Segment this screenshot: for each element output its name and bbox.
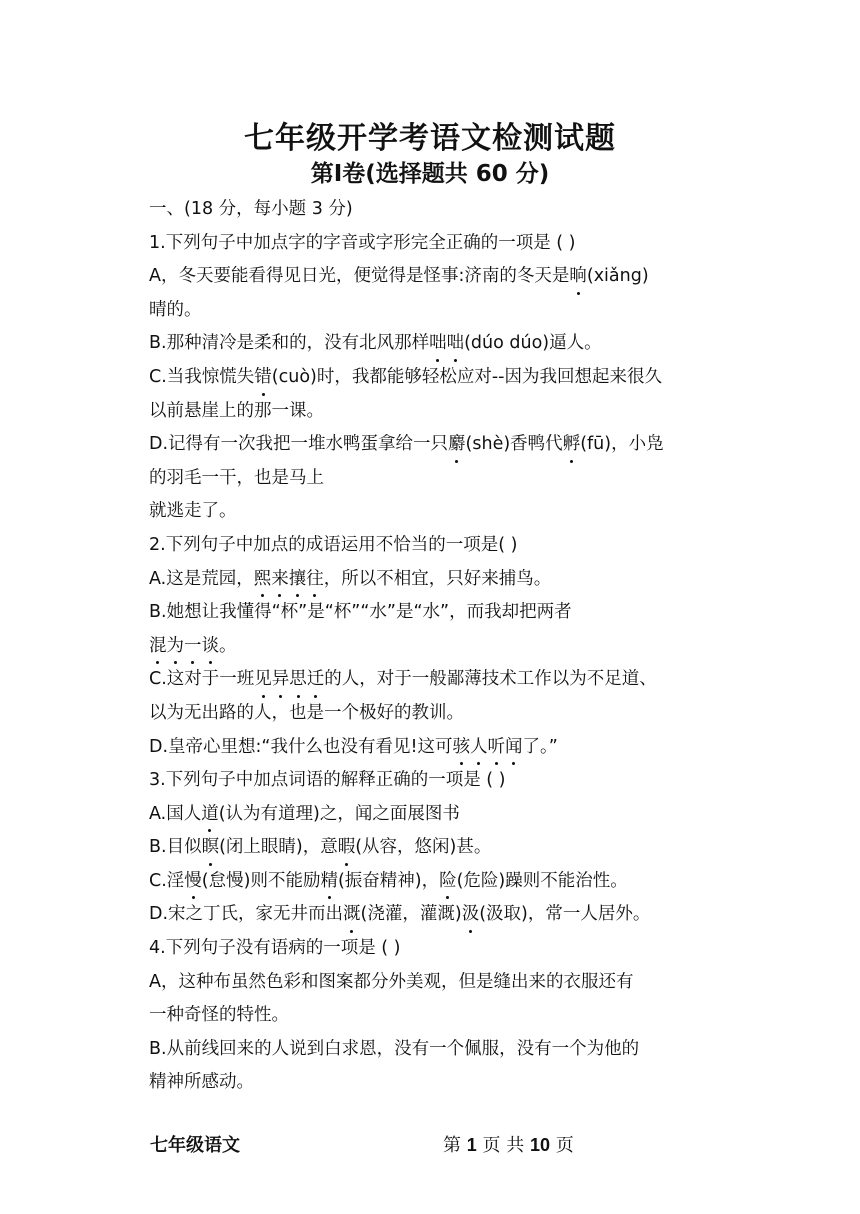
text-line xyxy=(149,1033,715,1067)
text-line xyxy=(149,999,715,1033)
text-line xyxy=(149,1066,715,1100)
text-segment: A.这是荒园， xyxy=(149,568,254,589)
footer-page-indicator xyxy=(443,1131,574,1157)
emphasis-dot-char: 暇 xyxy=(338,831,356,865)
text-line xyxy=(149,663,715,697)
emphasis-dot-char: 道 xyxy=(201,798,219,832)
emphasis-dot-char: 溉 xyxy=(343,898,361,932)
text-line xyxy=(149,630,715,664)
text-line xyxy=(149,966,715,1000)
text-segment: C.淫 xyxy=(149,870,185,891)
emphasized-text xyxy=(439,871,457,891)
emphasis-dot-char: 汲 xyxy=(462,898,480,932)
text-segment: A.国人 xyxy=(149,803,202,824)
emphasized-text xyxy=(338,837,356,857)
text-segment: (cuò)时，我都能够轻松应对--因为我回想起来很久 xyxy=(271,366,662,387)
text-segment: (从容，悠闲)甚。 xyxy=(355,837,492,858)
text-line xyxy=(149,798,715,832)
text-line xyxy=(149,395,715,429)
emphasis-dot-char: 谈 xyxy=(202,630,220,664)
footer-page-total: 10 xyxy=(529,1135,550,1155)
emphasis-dot-char: 思 xyxy=(289,663,307,697)
text-segment: (闭上眼睛)，意 xyxy=(219,837,338,858)
text-line xyxy=(149,227,715,261)
text-segment: 的人，对于一般鄙薄技术工作以为不足道、 xyxy=(324,669,657,690)
document-body xyxy=(149,193,715,1100)
text-line xyxy=(149,428,715,462)
emphasis-dot-char: 孵 xyxy=(563,428,581,462)
text-segment: C.这对于一班 xyxy=(149,669,255,690)
text-line xyxy=(149,865,715,899)
text-line xyxy=(149,529,715,563)
text-segment: (dúo dúo)逼人。 xyxy=(464,333,602,354)
emphasized-text xyxy=(448,434,466,454)
text-line xyxy=(149,260,715,294)
emphasized-text xyxy=(201,804,219,824)
emphasis-dot-char: 攘 xyxy=(289,563,307,597)
text-segment: D.记得有一次我把一堆水鸭蛋拿给一只 xyxy=(149,434,449,455)
emphasis-dot-char: 错 xyxy=(254,361,272,395)
text-segment: 4.下列句子没有语病的一项是 ( ) xyxy=(149,938,401,959)
emphasis-dot-char: 晌 xyxy=(569,260,587,294)
text-line xyxy=(149,193,715,227)
text-segment: (浇灌，灌溉) xyxy=(360,904,462,925)
emphasized-text xyxy=(429,333,464,353)
text-segment: 以为无出路的人，也是一个极好的教训。 xyxy=(149,702,464,723)
text-line xyxy=(149,327,715,361)
emphasis-dot-char: 险 xyxy=(439,865,457,899)
text-segment: B.目似 xyxy=(149,837,202,858)
text-segment: A，这种布虽然色彩和图案都分外美观，但是缝出来的衣服还有 xyxy=(149,971,634,992)
text-line xyxy=(149,294,715,328)
text-segment: (shè)香鸭代 xyxy=(465,434,563,455)
emphasis-dot-char: 咄 xyxy=(429,327,447,361)
text-line xyxy=(149,495,715,529)
emphasis-dot-char: 迁 xyxy=(307,663,325,697)
text-segment: 以前悬崖上的那一课。 xyxy=(149,400,324,421)
emphasis-dot-char: 人 xyxy=(470,731,488,765)
emphasized-text xyxy=(453,737,523,757)
emphasized-text xyxy=(184,871,202,891)
footer-subject: 七年级语文 xyxy=(150,1135,240,1156)
text-segment: B.她想让我懂得“杯”是“杯”“水”是“水”，而我却把两者 xyxy=(149,602,572,623)
text-segment: 。 xyxy=(219,635,237,656)
emphasis-dot-char: 一 xyxy=(184,630,202,664)
emphasis-dot-char: 异 xyxy=(272,663,290,697)
emphasized-text xyxy=(254,569,324,589)
emphasis-dot-char: 来 xyxy=(271,563,289,597)
text-segment: (汲取)，常一人居外。 xyxy=(479,904,651,925)
text-segment: 精神所感动。 xyxy=(149,1072,254,1093)
emphasis-dot-char: 闻 xyxy=(505,731,523,765)
emphasis-dot-char: 见 xyxy=(254,663,272,697)
text-segment: ，所以不相宜，只好来捕鸟。 xyxy=(323,568,552,589)
text-line xyxy=(149,361,715,395)
emphasized-text xyxy=(462,904,480,924)
footer-page-number: 1 xyxy=(466,1135,477,1155)
text-line xyxy=(149,898,715,932)
text-line xyxy=(149,697,715,731)
text-segment: A，冬天要能看得见日光，便觉得是怪事:济南的冬天是 xyxy=(149,266,570,287)
emphasized-text xyxy=(320,871,338,891)
text-segment: (xiǎng) xyxy=(586,266,649,287)
text-segment: (认为有道理)之，闻之面展图书 xyxy=(218,803,460,824)
text-line xyxy=(149,932,715,966)
document-title: 七年级开学考语文检测试题 xyxy=(244,121,616,156)
text-segment: 一、(18 分，每小题 3 分) xyxy=(149,199,353,219)
emphasized-text xyxy=(563,434,581,454)
text-segment: 晴的。 xyxy=(149,299,202,320)
text-segment: B.那种清冷是柔和的，没有北风那样 xyxy=(149,333,430,354)
text-segment: D.皇帝心里想:“我什么也没有看见!这可 xyxy=(149,736,453,757)
emphasis-dot-char: 为 xyxy=(167,630,185,664)
emphasis-dot-char: 咄 xyxy=(447,327,465,361)
text-line xyxy=(149,731,715,765)
text-line xyxy=(149,462,715,496)
text-segment: C.当我惊慌失 xyxy=(149,366,255,387)
text-segment: B.从前线回来的人说到白求恩，没有一个佩服，没有一个为他的 xyxy=(149,1038,640,1059)
emphasis-dot-char: 听 xyxy=(488,731,506,765)
text-segment: (怠慢)则不能励 xyxy=(201,870,321,891)
emphasis-dot-char: 混 xyxy=(149,630,167,664)
text-line xyxy=(149,831,715,865)
emphasized-text xyxy=(254,367,272,387)
text-segment: 2.下列句子中加点的成语运用不恰当的一项是( ) xyxy=(149,534,518,555)
text-segment: 就逃走了。 xyxy=(149,501,237,522)
text-segment: 一种奇怪的特性。 xyxy=(149,1005,289,1026)
text-line xyxy=(149,764,715,798)
text-segment: 了。” xyxy=(522,736,558,757)
emphasis-dot-char: 麝 xyxy=(448,428,466,462)
footer-page-prefix: 第 xyxy=(443,1135,461,1156)
text-segment: 3.下列句子中加点词语的解释正确的一项是 ( ) xyxy=(149,770,506,791)
emphasis-dot-char: 精 xyxy=(320,865,338,899)
text-line xyxy=(149,563,715,597)
emphasis-dot-char: 瞑 xyxy=(202,831,220,865)
footer-page-suffix: 页 xyxy=(555,1135,574,1156)
emphasis-dot-char: 慢 xyxy=(184,865,202,899)
text-segment: (fū)，小凫 xyxy=(580,434,664,455)
text-segment: 的羽毛一干，也是马上 xyxy=(149,467,324,488)
emphasis-dot-char: 往 xyxy=(306,563,324,597)
emphasized-text xyxy=(254,669,324,689)
document-subtitle: 第Ⅰ卷(选择题共 60 分) xyxy=(310,161,550,187)
emphasized-text xyxy=(569,266,587,286)
text-segment: (危险)躁则不能治性。 xyxy=(456,870,628,891)
footer-page-middle: 页 共 xyxy=(482,1135,525,1156)
emphasized-text xyxy=(343,904,361,924)
text-line xyxy=(149,596,715,630)
text-segment: (振奋精神)， xyxy=(337,870,440,891)
text-segment: D.宋之丁氏，家无井而出 xyxy=(149,904,344,925)
text-segment: 1.下列句子中加点字的字音或字形完全正确的一项是 ( ) xyxy=(149,232,576,253)
emphasis-dot-char: 骇 xyxy=(453,731,471,765)
emphasized-text xyxy=(202,837,220,857)
emphasis-dot-char: 熙 xyxy=(254,563,272,597)
emphasized-text xyxy=(149,636,219,656)
